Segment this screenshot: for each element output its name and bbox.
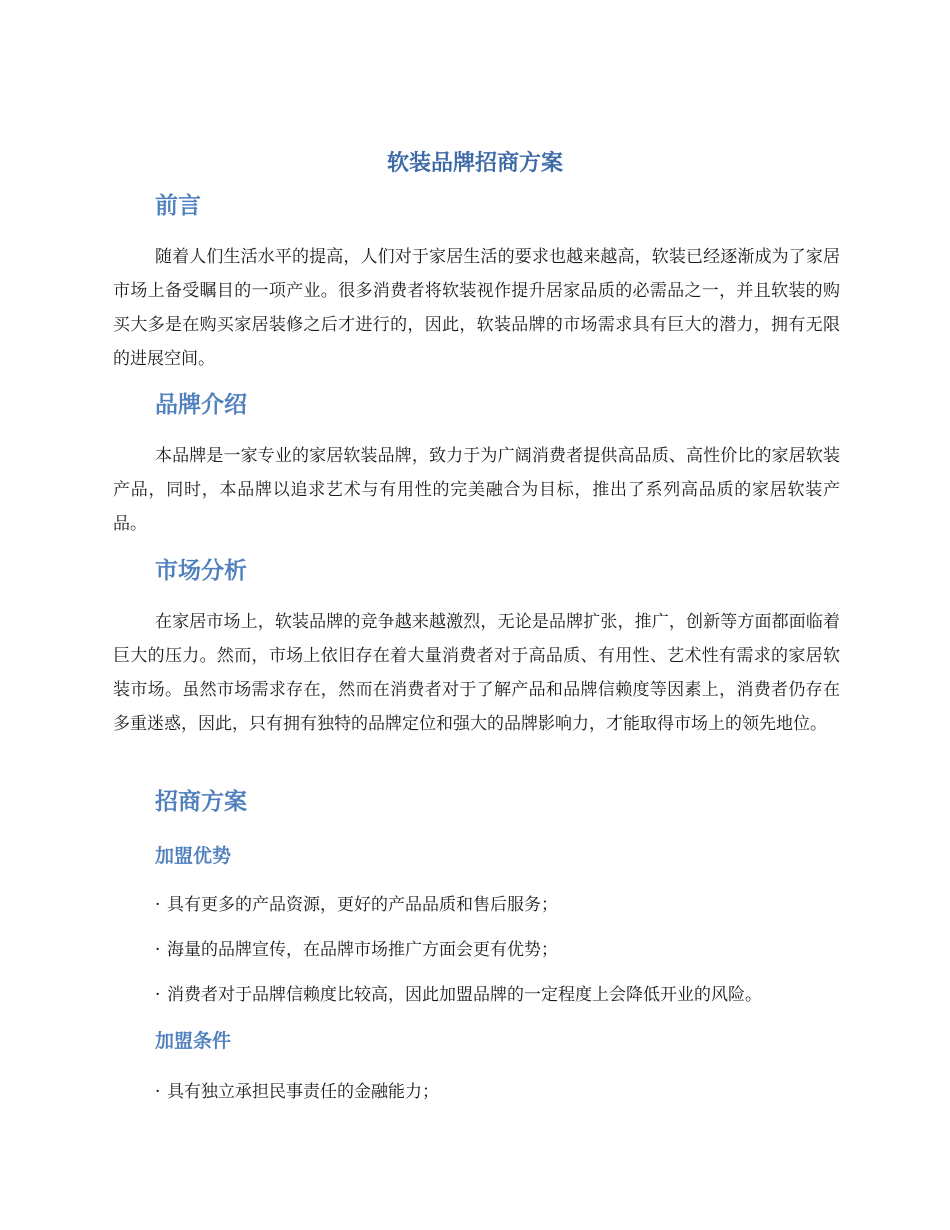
heading-brand-intro: 品牌介绍 [155, 392, 247, 418]
condition-text: 具有独立承担民事责任的金融能力； [167, 1082, 439, 1102]
paragraph-preface: 随着人们生活水平的提高，人们对于家居生活的要求也越来越高，软装已经逐渐成为了家居市场上备受瞩目的一项产业。很多消费者将软装视作提升居家品质的必需品之一，并且软装的购买大多是在购买家居装修之后才进行的，因此，软装品牌的市场需求具有巨大的潜力，拥有无限的进展空间。 [113, 247, 840, 369]
paragraph-market-analysis: 在家居市场上，软装品牌的竞争越来越激烈，无论是品牌扩张，推广，创新等方面都面临着巨大的压力。然而，市场上依旧存在着大量消费者对于高品质、有用性、艺术性有需求的家居软装市场。虽然市场需求存在，然而在消费者对于了解产品和品牌信赖度等因素上，消费者仍存在多重迷惑，因此，只有拥有独特的品牌定位和强大的品牌影响力，才能取得市场上的领先地位。 [113, 612, 840, 734]
bullet-dot: · [155, 895, 161, 915]
document-title: 软装品牌招商方案 [386, 151, 563, 176]
heading-market-analysis: 市场分析 [155, 558, 247, 584]
list-item-condition-1 [155, 1078, 855, 1106]
list-item-advantage-3 [155, 981, 855, 1009]
subheading-conditions: 加盟条件 [155, 1030, 232, 1052]
advantage-text: 消费者对于品牌信赖度比较高，因此加盟品牌的一定程度上会降低开业的风险。 [167, 985, 762, 1005]
bullet-dot: · [155, 1082, 161, 1102]
paragraph-brand-intro: 本品牌是一家专业的家居软装品牌，致力于为广阔消费者提供高品质、高性价比的家居软装产品，同时，本品牌以追求艺术与有用性的完美融合为目标，推出了系列高品质的家居软装产品。 [113, 446, 840, 534]
heading-preface: 前言 [155, 193, 201, 219]
advantage-text: 海量的品牌宣传，在品牌市场推广方面会更有优势； [167, 940, 558, 960]
subheading-advantages: 加盟优势 [155, 845, 232, 867]
bullet-dot: · [155, 940, 161, 960]
list-item-advantage-1 [155, 891, 855, 919]
list-item-advantage-2 [155, 936, 855, 964]
heading-investment-plan: 招商方案 [155, 789, 247, 815]
bullet-dot: · [155, 985, 161, 1005]
advantage-text: 具有更多的产品资源，更好的产品品质和售后服务； [167, 895, 558, 915]
